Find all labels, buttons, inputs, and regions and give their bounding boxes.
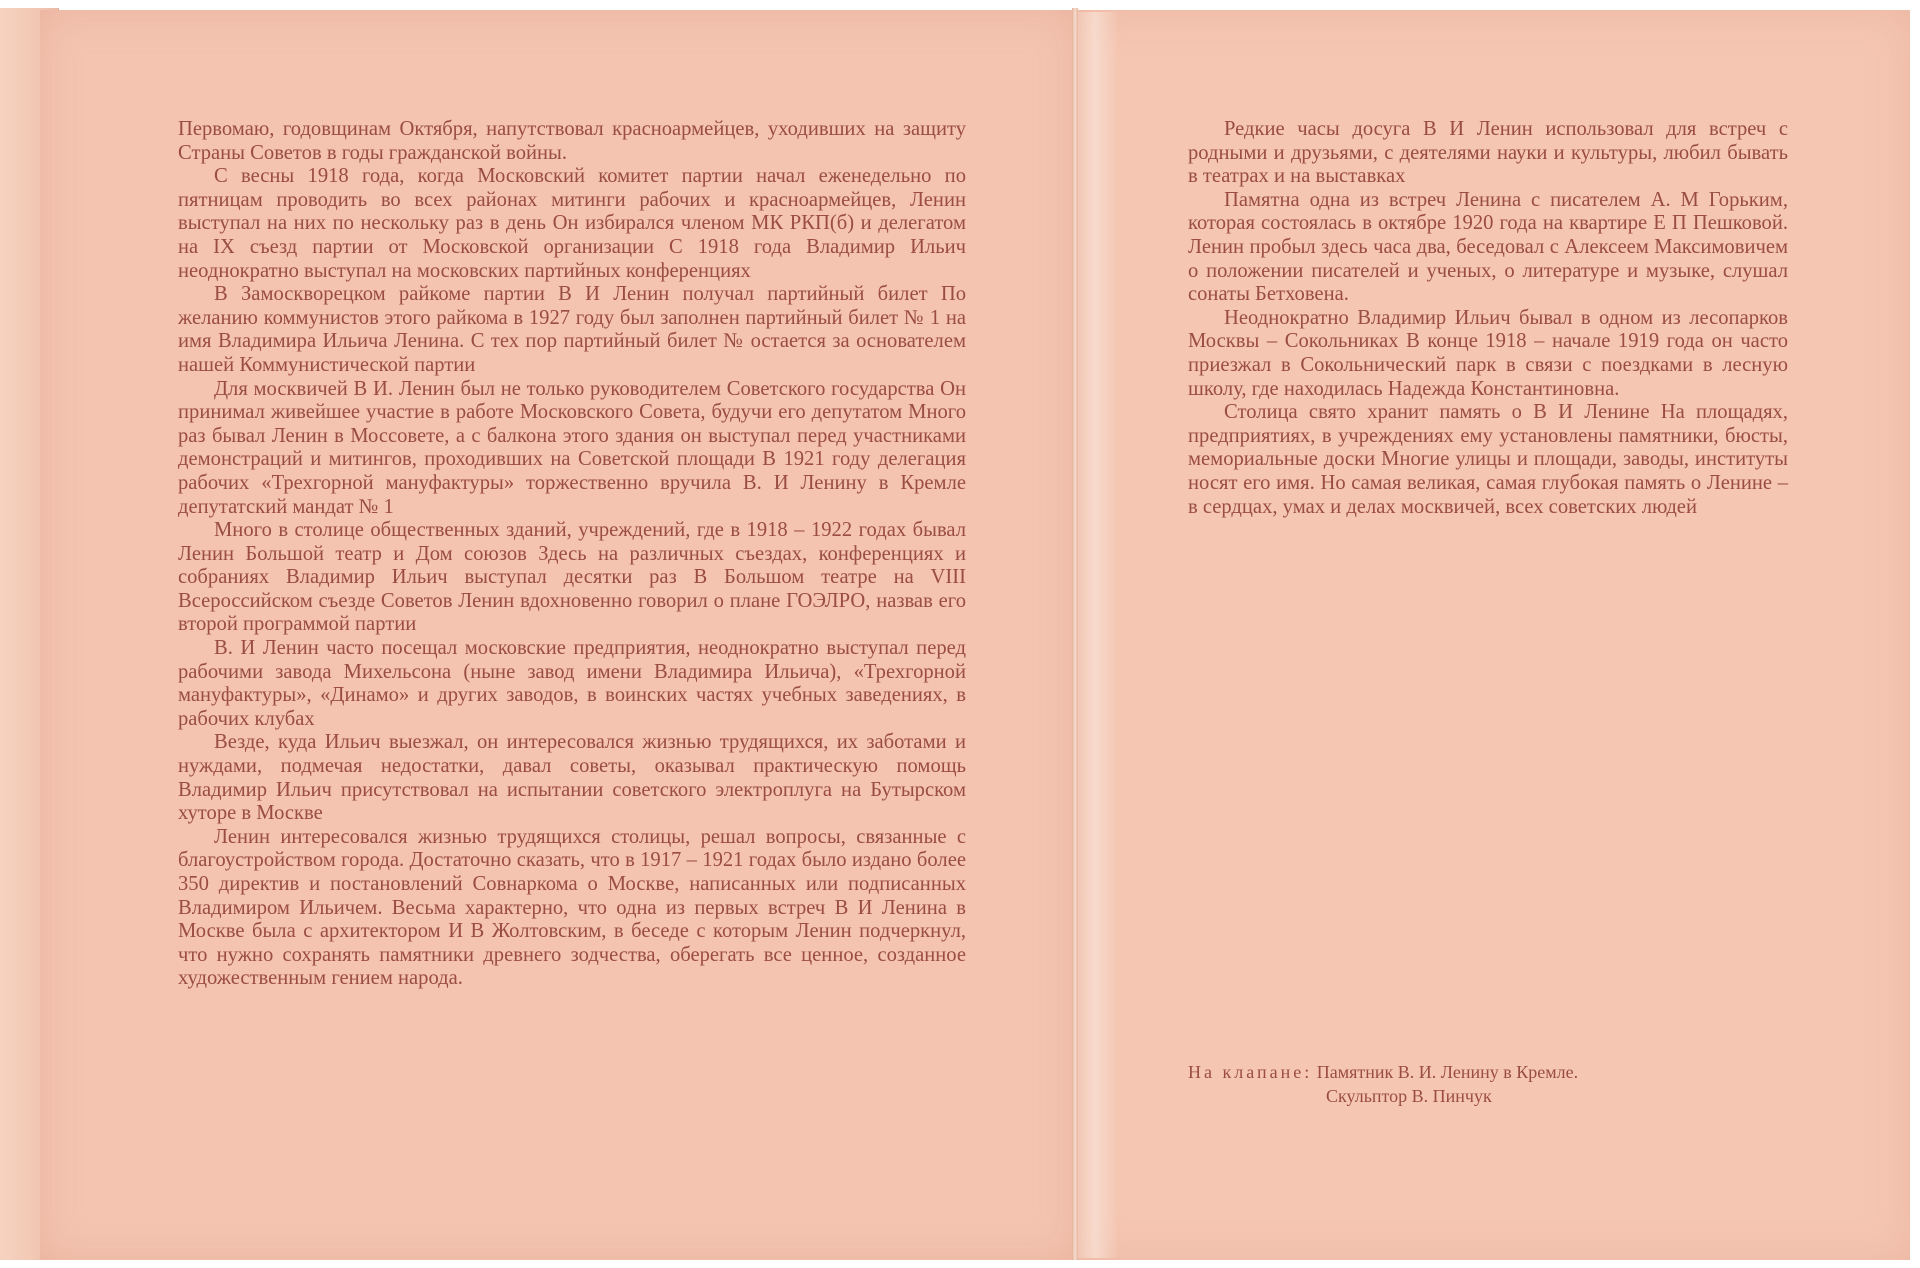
right-page-text <box>1188 118 1788 519</box>
flap-caption <box>1188 1060 1578 1108</box>
paragraph: Редкие часы досуга В И Ленин использовал для встреч с родными и друзьями, с деятелями науки и культуры, любил бывать в театрах и на выставках <box>1188 118 1788 188</box>
paragraph: Много в столице общественных зданий, учреждений, где в 1918 – 1922 годах бывал Ленин Большой театр и Дом союзов Здесь на различных съездах, конференциях и собраниях Владимир Ильич выступал десятки раз В Большом театре на VIII Всероссийском съезде Советов Ленин вдохновенно говорил о плане ГОЭЛРО, назвав его второй программой партии <box>178 519 966 636</box>
caption-sculptor: Скульптор В. Пинчук <box>1326 1086 1492 1106</box>
paragraph: В Замоскворецком райкоме партии В И Ленин получал партийный билет По желанию коммунистов этого райкома в 1927 году был заполнен партийный билет № 1 на имя Владимира Ильича Ленина. С тех пор партийный билет № остается за основателем нашей Коммунистической партии <box>178 283 966 376</box>
paragraph: Ленин интересовался жизнью трудящихся столицы, решал вопросы, связанные с благоустройством города. Достаточно сказать, что в 1917 – 1921 годах было издано более 350 директив и постановлений Совнаркома о Москве, написанных или подписанных Владимиром Ильичем. Весьма характерно, что одна из первых встреч В И Ленина в Москве была с архитектором И В Жолтовским, в беседе с которым Ленин подчеркнул, что нужно сохранять памятники древнего зодчества, оберегать все ценное, созданное художественным гением народа. <box>178 825 966 990</box>
paragraph: Везде, куда Ильич выезжал, он интересовался жизнью трудящихся, их заботами и нуждами, подмечая недостатки, давал советы, оказывал практическую помощь Владимир Ильич присутствовал на испытании советского электроплуга на Бутырском хуторе в Москве <box>178 731 966 825</box>
center-fold <box>1072 8 1078 1260</box>
center-flap-edge <box>1072 12 1118 1258</box>
paragraph: Для москвичей В И. Ленин был не только руководителем Советского государства Он принимал живейшее участие в работе Московского Совета, будучи его депутатом Много раз бывал Ленин в Моссовете, а с балкона этого здания он выступал перед участниками демонстраций и митингов, проходивших на Советской площади В 1921 году делегация рабочих «Трехгорной мануфактуры» торжественно вручила В. И Ленину в Кремле депутатский мандат № 1 <box>178 377 966 518</box>
paragraph: В. И Ленин часто посещал московские предприятия, неоднократно выступал перед рабочими завода Михельсона (ныне завод имени Владимира Ильича), «Трехгорной мануфактуры», «Динамо» и других заводов, в воинских частях учебных заведениях, в рабочих клубах <box>178 637 966 730</box>
paragraph: Первомаю, годовщинам Октября, напутствовал красноармейцев, уходивших на защиту Страны Советов в годы гражданской войны. <box>178 118 966 164</box>
paragraph: Неоднократно Владимир Ильич бывал в одном из лесопарков Москвы – Сокольниках В конце 1918 – начале 1919 года он часто приезжал в Сокольнический парк в связи с поездками в лесную школу, где находилась Надежда Константиновна. <box>1188 306 1788 400</box>
paragraph: Столица свято хранит память о В И Ленине На площадях, предприятиях, в учреждениях ему установлены памятники, бюсты, мемориальные доски Многие улицы и площади, заводы, институты носят его имя. Но самая великая, самая глубокая память о Ленине – в сердцах, умах и делах москвичей, всех советских людей <box>1188 401 1788 518</box>
caption-label: На клапане: <box>1188 1062 1313 1082</box>
left-page-text <box>178 118 966 991</box>
caption-text: Памятник В. И. Ленину в Кремле. <box>1316 1062 1579 1082</box>
paragraph: Памятна одна из встреч Ленина с писателем А. М Горьким, которая состоялась в октябре 1920 года на квартире Е П Пешковой. Ленин пробыл здесь часа два, беседовал с Алексеем Максимовичем о положении писателей и ученых, о литературе и музыке, слушал сонаты Бетховена. <box>1188 188 1788 306</box>
paragraph: С весны 1918 года, когда Московский комитет партии начал еженедельно по пятницам проводить во всех районах митинги рабочих и красноармейцев, Ленин выступал на них по нескольку раз в день Он избирался членом МК РКП(б) и делегатом на IX съезд партии от Московской организации С 1918 года Владимир Ильич неоднократно выступал на московских партийных конференциях <box>178 165 966 282</box>
